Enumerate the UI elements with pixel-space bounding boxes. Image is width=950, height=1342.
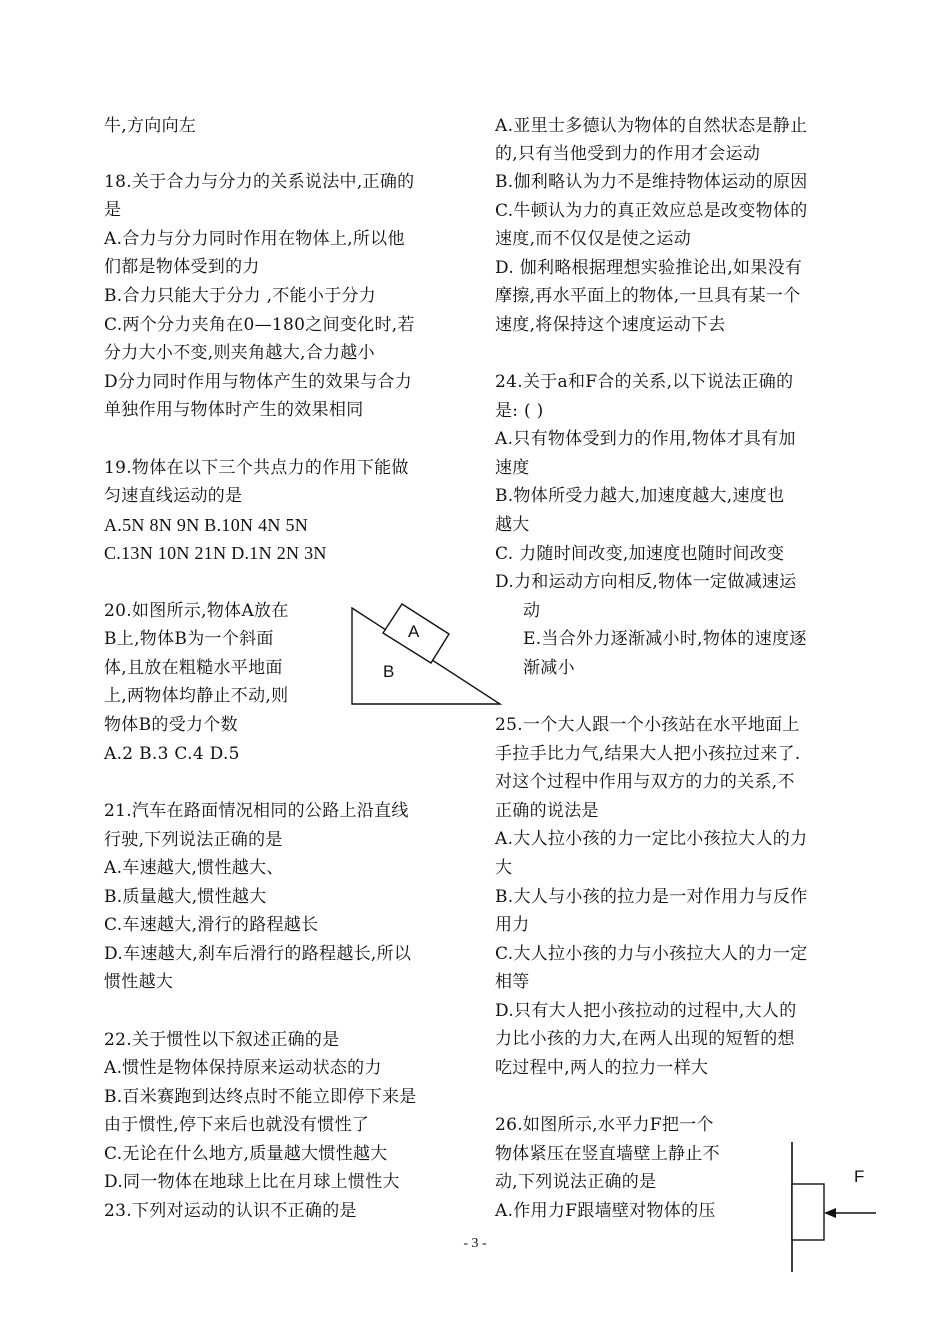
pressed-block: [792, 1184, 824, 1240]
question-25-option-d: D.只有大人把小孩拉动的过程中,大人的: [495, 1001, 797, 1021]
question-18-option-d: D分力同时作用与物体产生的效果与合力: [104, 372, 413, 392]
question-24-option-b: 越大: [495, 515, 530, 535]
question-18-option-d: 单独作用与物体时产生的效果相同: [104, 400, 364, 420]
question-26-stem: 物体紧压在竖直墙壁上静止不: [495, 1144, 720, 1164]
question-23-option-d: D. 伽利略根据理想实验推论出,如果没有: [495, 258, 803, 278]
question-23-option-a: 的,只有当他受到力的作用才会运动: [495, 144, 761, 164]
question-22-option-b: 由于惯性,停下来后也就没有惯性了: [104, 1115, 370, 1135]
question-21-option-a: A.车速越大,惯性越大、: [104, 858, 284, 878]
question-25-option-c: C.大人拉小孩的力与小孩拉大人的力一定: [495, 944, 808, 964]
question-24-stem: 24.关于a和F合的关系,以下说法正确的: [495, 372, 794, 392]
question-23-stem: 23.下列对运动的认识不正确的是: [104, 1201, 357, 1221]
question-24-option-b: B.物体所受力越大,加速度越大,速度也: [495, 486, 785, 506]
question-18-option-c: 分力大小不变,则夹角越大,合力越小: [104, 343, 375, 363]
question-24-option-a: A.只有物体受到力的作用,物体才具有加: [495, 429, 796, 449]
question-19-options-cd: C.13N 10N 21N D.1N 2N 3N: [104, 543, 327, 563]
question-23-option-c: 速度,而不仅仅是使之运动: [495, 229, 692, 249]
question-22-option-c: C.无论在什么地方,质量越大惯性越大: [104, 1144, 388, 1164]
question-19-options-ab: A.5N 8N 9N B.10N 4N 5N: [104, 515, 309, 535]
question-25-option-b: 用力: [495, 915, 530, 935]
question-25-option-d: 力比小孩的力大,在两人出现的短暂的想: [495, 1029, 795, 1049]
question-20-stem: 20.如图所示,物体A放在: [104, 601, 289, 621]
question-22-option-b: B.百米赛跑到达终点时不能立即停下来是: [104, 1087, 417, 1107]
question-25-stem: 手拉手比力气,结果大人把小孩拉过来了.: [495, 744, 801, 764]
question-25-option-a: 大: [495, 858, 513, 878]
question-23-option-c: C.牛顿认为力的真正效应总是改变物体的: [495, 201, 808, 221]
question-24-option-e: 渐减小: [523, 658, 575, 678]
question-24-option-d: D.力和运动方向相反,物体一定做减速运: [495, 572, 797, 592]
question-25-stem: 25.一个大人跟一个小孩站在水平地面上: [495, 715, 800, 735]
question-18-stem: 是: [104, 200, 122, 220]
question-21-option-b: B.质量越大,惯性越大: [104, 887, 267, 907]
question-24-option-c: C. 力随时间改变,加速度也随时间改变: [495, 544, 785, 564]
text-line: 牛,方向向左: [104, 116, 197, 136]
question-22-option-a: A.惯性是物体保持原来运动状态的力: [104, 1058, 382, 1078]
question-21-option-d: 惯性越大: [104, 972, 174, 992]
question-18-stem: 18.关于合力与分力的关系说法中,正确的: [104, 172, 415, 192]
question-25-option-a: A.大人拉小孩的力一定比小孩拉大人的力: [495, 829, 808, 849]
question-24-option-d: [495, 601, 540, 621]
question-18-option-a: A.合力与分力同时作用在物体上,所以他: [104, 229, 405, 249]
question-20-stem: 上,两物体均静止不动,则: [104, 686, 289, 706]
question-24-option-a: 速度: [495, 458, 530, 478]
question-19-stem: 19.物体在以下三个共点力的作用下能做: [104, 458, 409, 478]
block-a-label: A: [408, 622, 420, 641]
question-21-stem: 21.汽车在路面情况相同的公路上沿直线: [104, 801, 409, 821]
question-18-option-b: B.合力只能大于分力 ,不能小于分力: [104, 286, 377, 306]
question-22-option-d: D.同一物体在地球上比在月球上惯性大: [104, 1172, 400, 1192]
question-26-stem: 动,下列说法正确的是: [495, 1172, 657, 1192]
question-25-option-c: 相等: [495, 972, 530, 992]
incline-figure: [340, 596, 510, 711]
question-22-stem: 22.关于惯性以下叙述正确的是: [104, 1030, 340, 1050]
wall-figure: [780, 1140, 890, 1275]
question-23-option-a: A.亚里士多德认为物体的自然状态是静止: [495, 116, 808, 136]
question-24-option-e: E.当合外力逐渐减小时,物体的速度逐: [523, 629, 807, 649]
question-24-stem: 是: ( ): [495, 401, 544, 421]
question-25-stem: 对这个过程中作用与双方的力的关系,不: [495, 772, 795, 792]
question-21-option-d: D.车速越大,刹车后滑行的路程越长,所以: [104, 944, 412, 964]
force-arrow-head: [824, 1208, 836, 1218]
force-label-f: F: [854, 1167, 865, 1186]
question-20-stem: 体,且放在粗糙水平地面: [104, 658, 283, 678]
question-26-stem: 26.如图所示,水平力F把一个: [495, 1115, 714, 1135]
question-23-option-b: B.伽利略认为力不是维持物体运动的原因: [495, 172, 808, 192]
question-21-option-c: C.车速越大,滑行的路程越长: [104, 915, 319, 935]
question-23-option-d: 摩擦,再水平面上的物体,一旦具有某一个: [495, 286, 801, 306]
question-25-option-b: B.大人与小孩的拉力是一对作用力与反作: [495, 887, 808, 907]
question-18-option-a: 们都是物体受到的力: [104, 257, 260, 277]
question-23-option-d: 速度,将保持这个速度运动下去: [495, 315, 726, 335]
question-26-option-a: A.作用力F跟墙壁对物体的压: [495, 1201, 716, 1221]
question-19-stem: 匀速直线运动的是: [104, 486, 243, 506]
block-b-label: B: [383, 662, 395, 681]
question-21-stem: 行驶,下列说法正确的是: [104, 830, 283, 850]
question-25-stem: 正确的说法是: [495, 801, 599, 821]
question-25-option-d: 吃过程中,两人的拉力一样大: [495, 1058, 709, 1078]
question-24-option-d-cont: 动: [523, 601, 541, 621]
page-number: - 3 -: [463, 1236, 487, 1251]
question-18-option-c: C.两个分力夹角在0—180之间变化时,若: [104, 315, 415, 335]
question-20-stem: 物体B的受力个数: [104, 715, 238, 735]
question-20-stem: B上,物体B为一个斜面: [104, 629, 274, 649]
question-20-options: A.2 B.3 C.4 D.5: [104, 744, 240, 764]
